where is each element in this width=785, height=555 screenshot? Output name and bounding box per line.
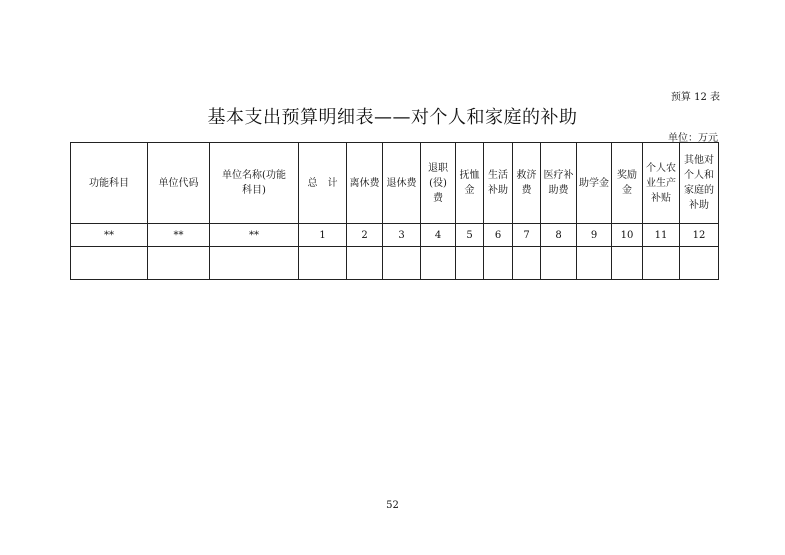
column-header: 其他对个人和家庭的补助 (680, 143, 719, 224)
table-cell (643, 247, 680, 280)
sequence-cell: 12 (680, 224, 719, 247)
table-cell (612, 247, 643, 280)
sequence-cell: ** (71, 224, 148, 247)
table-cell (71, 247, 148, 280)
sequence-cell: ** (210, 224, 299, 247)
table-cell (577, 247, 612, 280)
column-header: 抚恤金 (456, 143, 484, 224)
sequence-cell: 10 (612, 224, 643, 247)
table-row (71, 247, 719, 280)
table-cell (210, 247, 299, 280)
table-cell (383, 247, 421, 280)
sequence-cell: 11 (643, 224, 680, 247)
table-cell (541, 247, 577, 280)
column-header: 单位代码 (148, 143, 210, 224)
sequence-cell: 7 (513, 224, 541, 247)
column-header: 医疗补助费 (541, 143, 577, 224)
column-header: 功能科目 (71, 143, 148, 224)
table-cell (421, 247, 456, 280)
table-cell (148, 247, 210, 280)
column-header: 单位名称(功能科目) (210, 143, 299, 224)
unit-label: 单位：万元 (668, 133, 718, 144)
table-cell (484, 247, 513, 280)
header-row (71, 143, 719, 224)
column-header: 退休费 (383, 143, 421, 224)
table-cell (456, 247, 484, 280)
column-header: 助学金 (577, 143, 612, 224)
table-number: 预算 12 表 (670, 92, 720, 103)
table-cell (347, 247, 383, 280)
column-header: 离休费 (347, 143, 383, 224)
column-header: 退职(役)费 (421, 143, 456, 224)
column-header: 生活补助 (484, 143, 513, 224)
sequence-cell: 4 (421, 224, 456, 247)
column-header: 奖励金 (612, 143, 643, 224)
page-title: 基本支出预算明细表——对个人和家庭的补助 (207, 107, 578, 128)
column-header: 总 计 (299, 143, 347, 224)
table-cell (513, 247, 541, 280)
sequence-cell: 1 (299, 224, 347, 247)
sequence-row (71, 224, 719, 247)
sequence-cell: 6 (484, 224, 513, 247)
page-number: 52 (386, 500, 399, 511)
sequence-cell: 3 (383, 224, 421, 247)
sequence-cell: 9 (577, 224, 612, 247)
column-header: 个人农业生产补贴 (643, 143, 680, 224)
sequence-cell: 2 (347, 224, 383, 247)
table-cell (680, 247, 719, 280)
sequence-cell: 5 (456, 224, 484, 247)
sequence-cell: ** (148, 224, 210, 247)
column-header: 救济费 (513, 143, 541, 224)
sequence-cell: 8 (541, 224, 577, 247)
table-cell (299, 247, 347, 280)
budget-table (70, 142, 719, 280)
